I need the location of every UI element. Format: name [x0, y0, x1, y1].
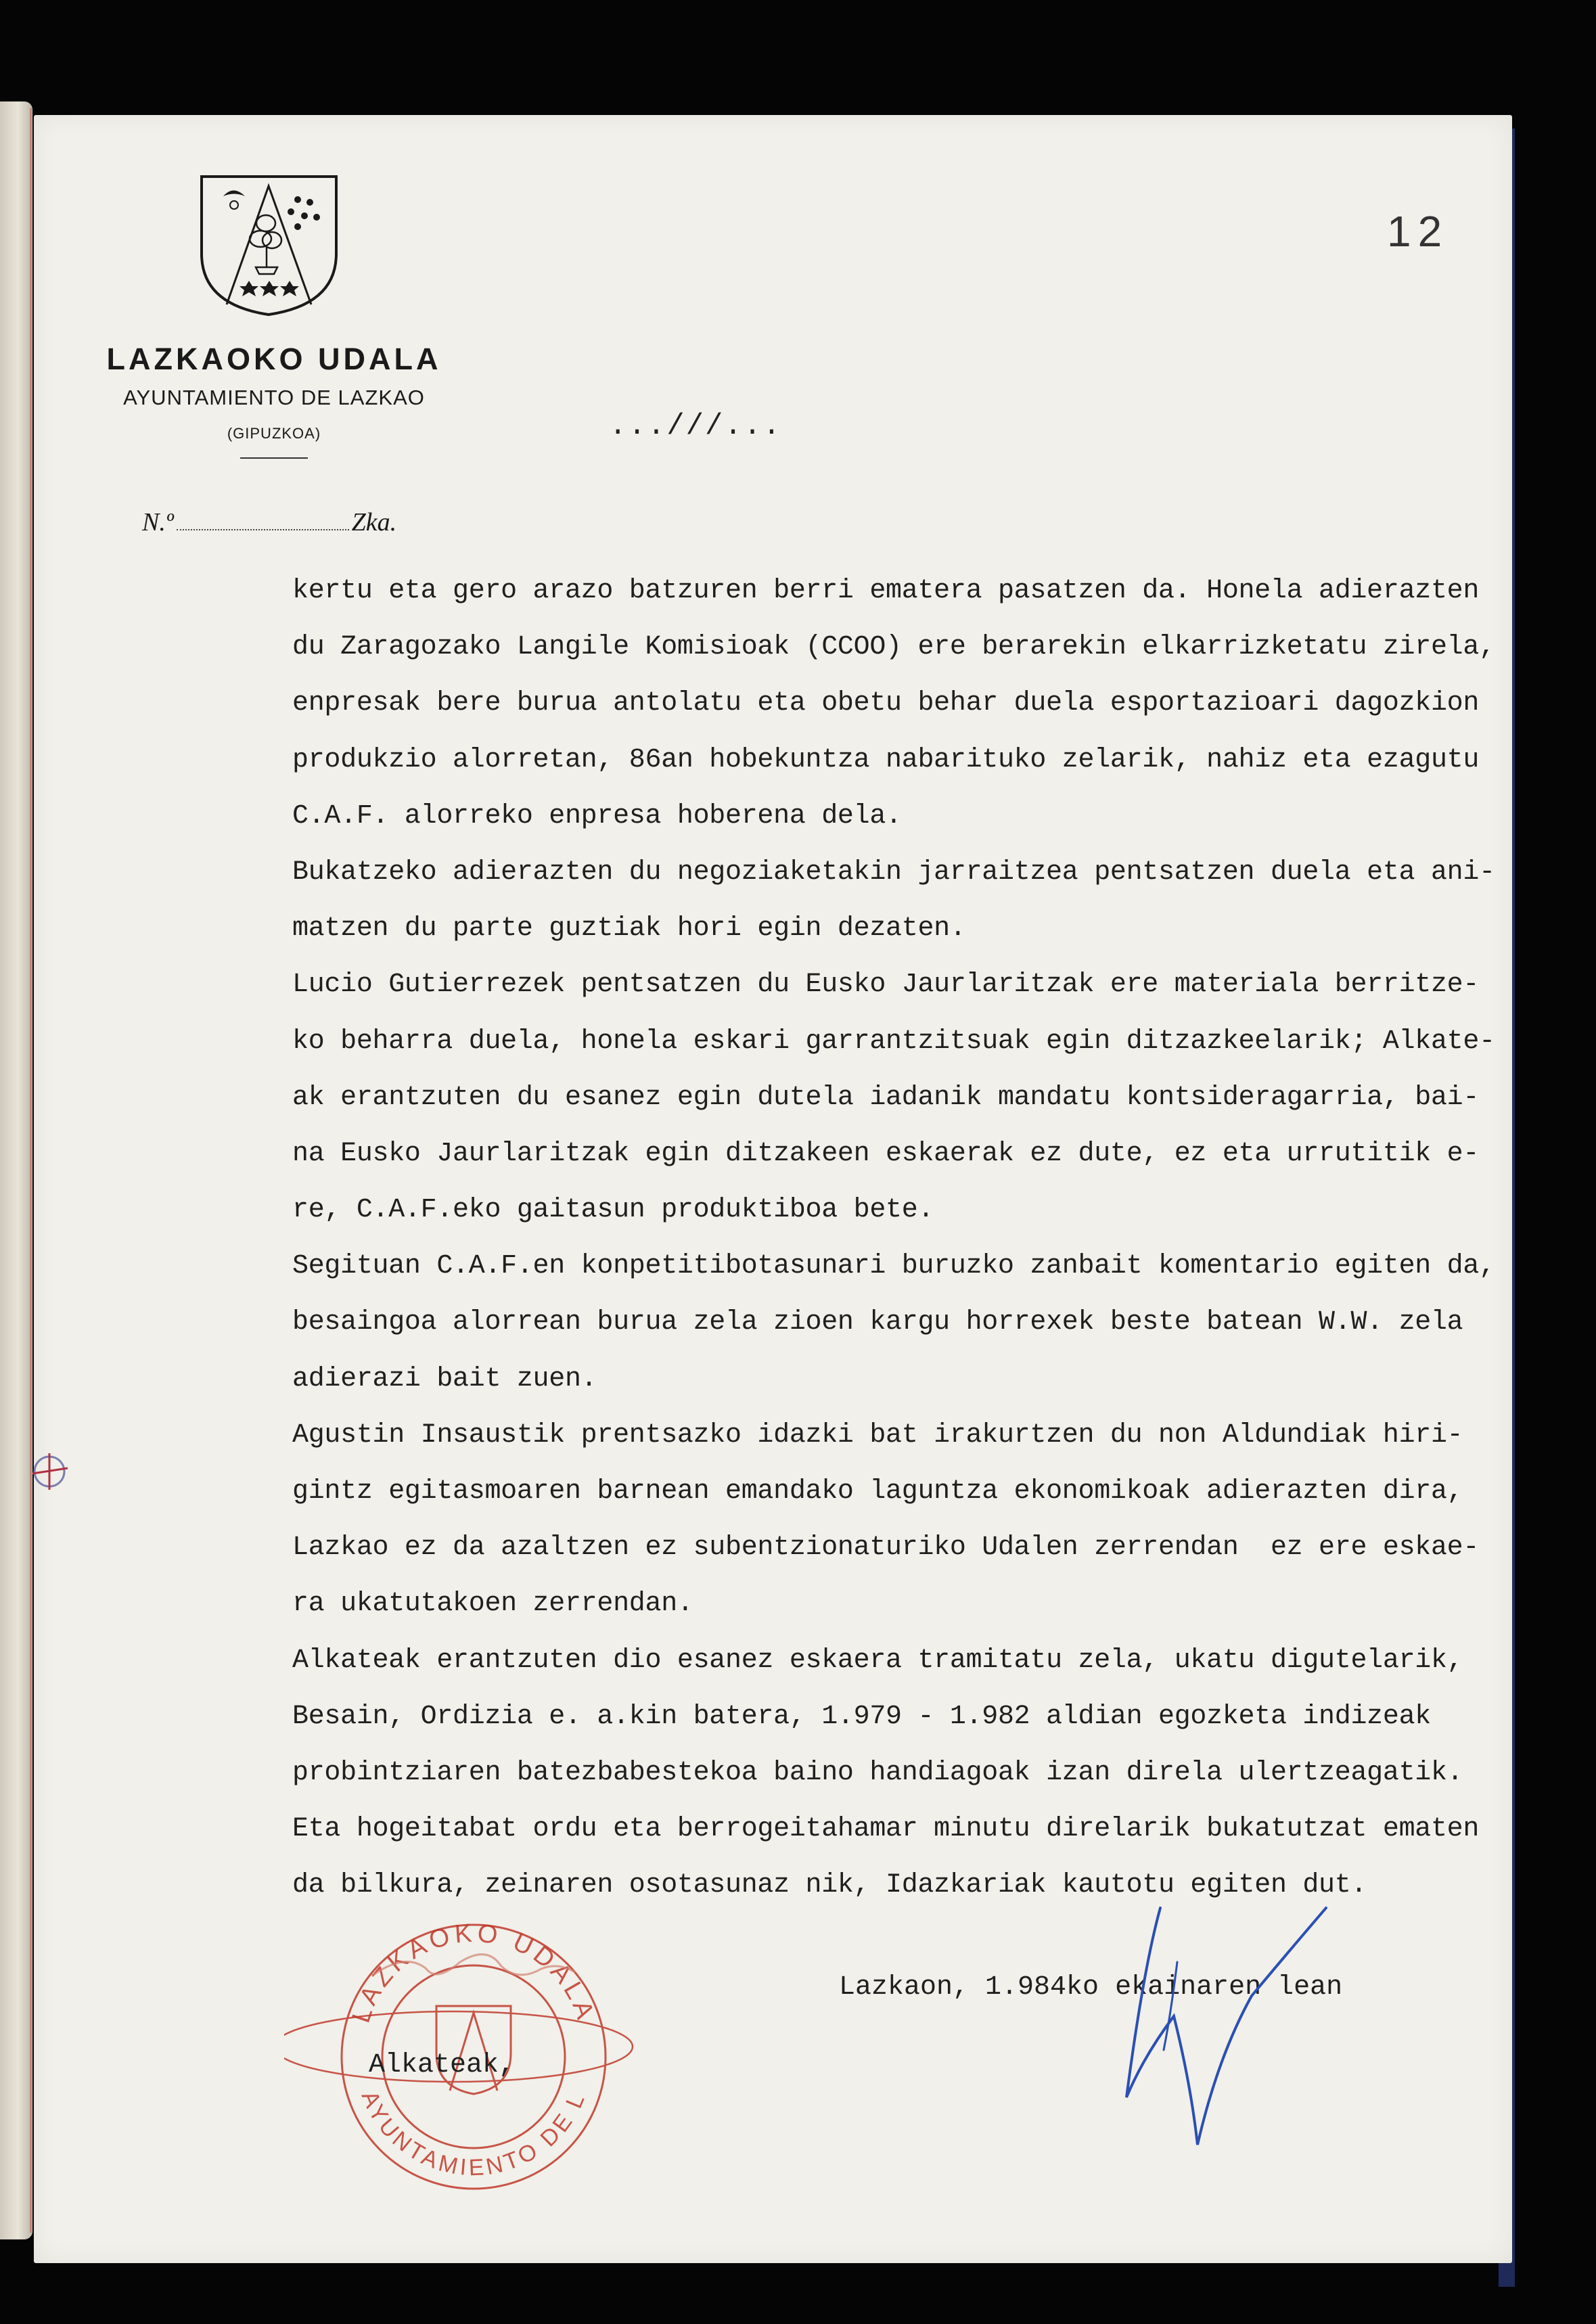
- svg-text:AYUNTAMIENTO DE L: [357, 2087, 591, 2181]
- body-line: du Zaragozako Langile Komisioak (CCOO) ere berarekin elkarrizketatu zirela,: [292, 632, 1495, 663]
- coat-of-arms-icon: [196, 173, 342, 318]
- municipal-seal-stamp: [284, 1888, 663, 2206]
- body-line: Agustin Insaustik prentsazko idazki bat irakurtzen du non Aldundiak hiri-: [292, 1419, 1463, 1451]
- body-line: ra ukatutakoen zerrendan.: [292, 1589, 693, 1620]
- body-line: probintziaren batezbabestekoa baino handiagoak izan direla ulertzeagatik.: [292, 1757, 1463, 1788]
- body-line: Segituan C.A.F.en konpetitibotasunari buruzko zanbait komentario egiten da,: [292, 1251, 1495, 1282]
- handwritten-signature: [1096, 1881, 1340, 2151]
- body-line: C.A.F. alorreko enpresa hoberena dela.: [292, 800, 902, 831]
- body-line: na Eusko Jaurlaritzak egin ditzakeen eskaerak ez dute, ez eta urrutitik e-: [292, 1138, 1480, 1169]
- body-line: re, C.A.F.eko gaitasun produktiboa bete.: [292, 1195, 934, 1226]
- letterhead-province: (GIPUZKOA): [227, 425, 321, 442]
- margin-cross-mark: [26, 1448, 73, 1495]
- body-line: besaingoa alorrean burua zela zioen kargu horrexek beste batean W.W. zela: [292, 1307, 1463, 1338]
- continuation-mark: ...///...: [609, 409, 782, 443]
- body-line: Lucio Gutierrezek pentsatzen du Eusko Jaurlaritzak ere materiala berritze-: [292, 970, 1480, 1001]
- binder-page-edge: [0, 101, 32, 2239]
- body-line: Besain, Ordizia e. a.kin batera, 1.979 - 1.982 aldian egozketa indizeak: [292, 1701, 1431, 1732]
- body-line: Alkateak erantzuten dio esanez eskaera tramitatu zela, ukatu digutelarik,: [292, 1645, 1463, 1676]
- minutes-body-text: [292, 563, 1510, 1914]
- body-line: ko beharra duela, honela eskari garrantzitsuak egin ditzazkeelarik; Alkate-: [292, 1026, 1495, 1057]
- page-number: 12: [1387, 207, 1449, 256]
- body-line: kertu eta gero arazo batzuren berri ematera pasatzen da. Honela adierazten: [292, 576, 1480, 606]
- body-line: matzen du parte guztiak hori egin dezaten.: [292, 913, 966, 944]
- body-line: Lazkao ez da azaltzen ez subentzionaturiko Udalen zerrendan ez ere eskae-: [292, 1532, 1480, 1564]
- reference-line: [142, 507, 396, 537]
- seal-top-text: LAZKAOKO UDALA: [346, 1919, 601, 2027]
- body-line: ak erantzuten du esanez egin dutela iadanik mandatu kontsideragarria, bai-: [292, 1082, 1480, 1113]
- letterhead-subtitle: AYUNTAMIENTO DE LAZKAO: [123, 386, 425, 409]
- reference-blank: [177, 529, 349, 530]
- binder-margin-line: [30, 108, 32, 2233]
- body-line: Eta hogeitabat ordu eta berrogeitahamar minutu direlarik bukatutzat ematen: [292, 1814, 1480, 1845]
- mayor-label: Alkateak,: [369, 2050, 516, 2080]
- letterhead-rule: [240, 457, 308, 459]
- reference-prefix: N.º: [142, 508, 174, 537]
- body-line: enpresak bere burua antolatu eta obetu behar duela esportazioari dagozkion: [292, 688, 1480, 719]
- letterhead-title: LAZKAOKO UDALA: [106, 342, 442, 376]
- body-line: Bukatzeko adierazten du negoziaketakin jarraitzea pentsatzen duela eta ani-: [292, 857, 1495, 888]
- reference-suffix: Zka.: [351, 508, 397, 537]
- body-line: adierazi bait zuen.: [292, 1363, 597, 1394]
- place-date: Lazkaon, 1.984ko ekainaren lean: [839, 1972, 1343, 2003]
- seal-bottom-text: AYUNTAMIENTO DE L: [356, 2087, 591, 2181]
- body-line: gintz egitasmoaren barnean emandako laguntza ekonomikoak adierazten dira,: [292, 1476, 1463, 1507]
- body-line: da bilkura, zeinaren osotasunaz nik, Idazkariak kautotu egiten dut.: [292, 1870, 1367, 1901]
- body-line: produkzio alorretan, 86an hobekuntza nabarituko zelarik, nahiz eta ezagutu: [292, 744, 1480, 775]
